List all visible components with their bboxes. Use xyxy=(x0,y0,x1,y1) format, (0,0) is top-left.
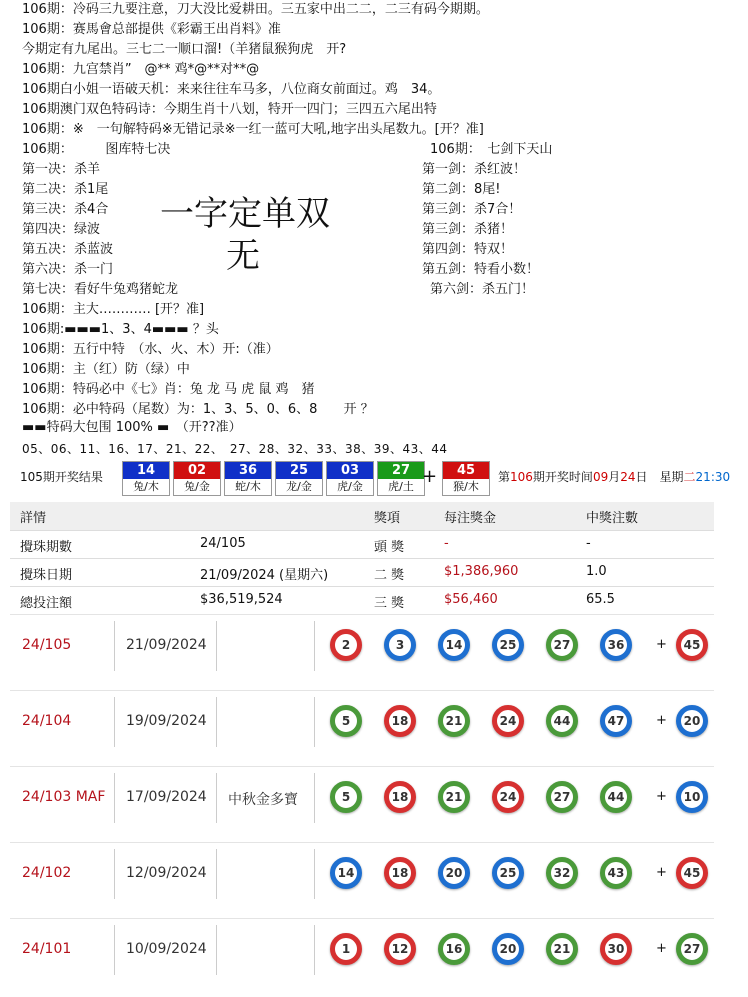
text-line-14: ▬▬特码大包围 100% ▬ （开??准） xyxy=(22,420,242,435)
result-ball-number: 03 xyxy=(327,462,373,479)
text-line-7: 106期：※ 一句解特码※无错记录※一红一蓝可大吼,地字出头尾数九。[开？准] xyxy=(22,122,484,137)
row-prize: 三 獎 xyxy=(374,596,405,611)
row-value: $36,519,524 xyxy=(200,592,283,607)
row-winners: 65.5 xyxy=(586,592,615,607)
plus-sign: + xyxy=(656,941,667,956)
plus-sign: + xyxy=(656,789,667,804)
plus-sign: + xyxy=(656,637,667,652)
column-divider xyxy=(216,925,217,975)
next-text: 日 星期 xyxy=(635,470,684,484)
result-ball-number: 27 xyxy=(378,462,424,479)
draw-ball: 44 xyxy=(546,705,578,737)
row-prize: 二 獎 xyxy=(374,568,405,583)
draw-id[interactable]: 24/103 MAF xyxy=(22,789,106,805)
next-text: 月 xyxy=(608,470,621,484)
result-ball-zodiac: 兔/金 xyxy=(174,479,220,495)
result-ball-5 xyxy=(326,461,374,496)
next-day: 24 xyxy=(620,470,636,484)
draw-ball: 1 xyxy=(330,933,362,965)
draw-row[interactable] xyxy=(10,918,714,981)
jue-item-3: 第三决：杀4合 xyxy=(22,202,109,217)
column-divider xyxy=(314,773,315,823)
table-row xyxy=(10,558,714,585)
row-value: 21/09/2024 (星期六) xyxy=(200,568,329,583)
draw-date: 21/09/2024 xyxy=(126,637,207,653)
header-amount: 每注獎金 xyxy=(444,511,497,526)
draw-ball: 44 xyxy=(600,781,632,813)
text-line-5: 106期白小姐一语破天机：来来往往车马多，八位商女前面过。鸡 34。 xyxy=(22,82,441,97)
draw-row[interactable] xyxy=(10,842,714,905)
result-ball-zodiac: 蛇/木 xyxy=(225,479,271,495)
draw-ball: 25 xyxy=(492,629,524,661)
draw-ball: 5 xyxy=(330,781,362,813)
text-line-2: 106期：赛馬會总部提供《彩霸王出肖料》准 xyxy=(22,22,281,37)
draw-ball: 21 xyxy=(438,705,470,737)
jue-item-4: 第四决：绿波 xyxy=(22,222,101,237)
right-section-title: 106期： 七剑下天山 xyxy=(430,142,553,157)
draw-date: 10/09/2024 xyxy=(126,941,207,957)
draw-ball: 36 xyxy=(600,629,632,661)
next-draw-time xyxy=(498,468,730,485)
draw-id[interactable]: 24/105 xyxy=(22,637,72,653)
draw-special-ball: 20 xyxy=(676,705,708,737)
draw-ball: 43 xyxy=(600,857,632,889)
draw-ball: 18 xyxy=(384,857,416,889)
draw-ball: 2 xyxy=(330,629,362,661)
result-ball-zodiac: 龙/金 xyxy=(276,479,322,495)
column-divider xyxy=(314,925,315,975)
column-divider xyxy=(314,621,315,671)
row-winners: 1.0 xyxy=(586,564,607,579)
draw-ball: 32 xyxy=(546,857,578,889)
draw-ball: 21 xyxy=(546,933,578,965)
table-row xyxy=(10,530,714,557)
draw-ball: 27 xyxy=(546,629,578,661)
text-line-4: 106期：九宫禁肖” @** 鸡*@**对**@ xyxy=(22,62,260,77)
column-divider xyxy=(314,849,315,899)
draw-row[interactable] xyxy=(10,690,714,753)
draw-date: 19/09/2024 xyxy=(126,713,207,729)
row-value: 24/105 xyxy=(200,536,246,551)
result-ball-zodiac: 虎/金 xyxy=(327,479,373,495)
jian-item-1: 第一剑：杀红波！ xyxy=(422,162,527,177)
jue-item-1: 第一决：杀羊 xyxy=(22,162,101,177)
header-winners: 中獎注數 xyxy=(586,511,639,526)
result-bar xyxy=(0,458,748,496)
text-line-10: 106期：五行中特 （水、火、木）开:（准） xyxy=(22,342,279,357)
draw-ball: 21 xyxy=(438,781,470,813)
result-ball-number: 45 xyxy=(443,462,489,479)
draw-ball: 16 xyxy=(438,933,470,965)
prize-table xyxy=(10,502,714,612)
draw-id[interactable]: 24/102 xyxy=(22,865,72,881)
draw-id[interactable]: 24/101 xyxy=(22,941,72,957)
prize-table-header xyxy=(10,502,714,530)
result-ball-number: 36 xyxy=(225,462,271,479)
draw-event: 中秋金多寶 xyxy=(228,792,298,808)
row-prize: 頭 獎 xyxy=(374,540,405,555)
plus-sign: + xyxy=(656,713,667,728)
text-line-11: 106期：主（红）防（绿）中 xyxy=(22,362,190,377)
draw-ball: 24 xyxy=(492,781,524,813)
row-key: 總投注額 xyxy=(20,596,73,611)
jian-item-6: 第五剑：特看小数！ xyxy=(422,262,540,277)
draw-id[interactable]: 24/104 xyxy=(22,713,72,729)
column-divider xyxy=(216,773,217,823)
draw-ball: 27 xyxy=(546,781,578,813)
draw-ball: 5 xyxy=(330,705,362,737)
draw-ball: 30 xyxy=(600,933,632,965)
result-ball-4 xyxy=(275,461,323,496)
draw-ball: 14 xyxy=(330,857,362,889)
text-line-8: 106期：主大………… [开？准] xyxy=(22,302,205,317)
text-line-3: 今期定有九尾出。三七二一顺口溜!（羊猪鼠猴狗虎 开? xyxy=(22,42,347,57)
result-ball-1 xyxy=(122,461,170,496)
column-divider xyxy=(216,621,217,671)
column-divider xyxy=(314,697,315,747)
draw-ball: 20 xyxy=(438,857,470,889)
draw-special-ball: 27 xyxy=(676,933,708,965)
handwritten-headline: 一字定单双 xyxy=(160,194,330,234)
draw-special-ball: 45 xyxy=(676,629,708,661)
next-weekday: 二 xyxy=(683,470,696,484)
jue-item-2: 第二决：杀1尾 xyxy=(22,182,109,197)
number-list: 05、06、11、16、17、21、22、 27、28、32、33、38、39、43、44 xyxy=(22,442,448,456)
row-key: 攪珠日期 xyxy=(20,568,73,583)
result-ball-number: 25 xyxy=(276,462,322,479)
draw-special-ball: 10 xyxy=(676,781,708,813)
result-ball-zodiac: 猴/木 xyxy=(443,479,489,495)
next-text: 第 xyxy=(498,470,511,484)
draw-special-ball: 45 xyxy=(676,857,708,889)
jue-item-5: 第五决：杀蓝波 xyxy=(22,242,114,257)
jue-item-7: 第七决：看好牛兔鸡猪蛇龙 xyxy=(22,282,179,297)
draw-ball: 12 xyxy=(384,933,416,965)
draw-date: 12/09/2024 xyxy=(126,865,207,881)
row-key: 攪珠期數 xyxy=(20,540,73,555)
handwritten-answer: 无 xyxy=(226,236,260,276)
jian-item-7: 第六剑：杀五门！ xyxy=(430,282,535,297)
row-winners: - xyxy=(586,536,591,551)
result-ball-number: 02 xyxy=(174,462,220,479)
jian-item-3: 第三剑：杀7合！ xyxy=(422,202,522,217)
draw-ball: 18 xyxy=(384,705,416,737)
result-ball-zodiac: 兔/木 xyxy=(123,479,169,495)
column-divider xyxy=(114,621,115,671)
row-amount: $1,386,960 xyxy=(444,564,519,579)
result-special-ball xyxy=(442,461,490,496)
result-ball-6 xyxy=(377,461,425,496)
result-ball-3 xyxy=(224,461,272,496)
draw-row[interactable] xyxy=(10,614,714,677)
jian-item-2: 第二剑：8尾! xyxy=(422,182,501,197)
table-row xyxy=(10,586,714,613)
jian-item-4: 第三剑：杀猪！ xyxy=(422,222,514,237)
jian-item-5: 第四剑：特双！ xyxy=(422,242,514,257)
draw-ball: 18 xyxy=(384,781,416,813)
column-divider xyxy=(114,849,115,899)
draw-row[interactable] xyxy=(10,766,714,829)
header-prize: 獎項 xyxy=(374,511,401,526)
result-ball-zodiac: 虎/土 xyxy=(378,479,424,495)
jue-item-6: 第六决：杀一门 xyxy=(22,262,114,277)
next-issue: 106 xyxy=(510,470,533,484)
column-divider xyxy=(216,849,217,899)
row-amount: - xyxy=(444,536,449,551)
result-ball-2 xyxy=(173,461,221,496)
draw-ball: 20 xyxy=(492,933,524,965)
plus-sign: + xyxy=(656,865,667,880)
result-label: 105期开奖结果 xyxy=(20,470,103,484)
left-section-title: 106期： 图库特七决 xyxy=(22,142,171,157)
column-divider xyxy=(114,697,115,747)
row-amount: $56,460 xyxy=(444,592,498,607)
plus-sign: + xyxy=(422,466,438,487)
text-line-9: 106期:▬▬▬1、3、4▬▬▬ ？头 xyxy=(22,322,219,337)
draw-ball: 24 xyxy=(492,705,524,737)
text-line-6: 106期澳门双色特码诗：今期生肖十八划，特开一四门；三四五六尾出特 xyxy=(22,102,437,117)
draw-ball: 3 xyxy=(384,629,416,661)
next-text: 期开奖时间 xyxy=(532,470,593,484)
draw-date: 17/09/2024 xyxy=(126,789,207,805)
column-divider xyxy=(216,697,217,747)
draw-ball: 25 xyxy=(492,857,524,889)
text-line-13: 106期：必中特码（尾数）为：1、3、5、0、6、8 开 ？ xyxy=(22,402,374,417)
next-month: 09 xyxy=(592,470,609,484)
result-ball-number: 14 xyxy=(123,462,169,479)
header-details: 詳情 xyxy=(20,511,47,526)
draw-ball: 14 xyxy=(438,629,470,661)
text-line-1: 106期：冷码三九要注意，刀大没比爱耕田。三五家中出二二，二三有码今期期。 xyxy=(22,2,489,17)
draw-ball: 47 xyxy=(600,705,632,737)
column-divider xyxy=(114,773,115,823)
next-hour: 21:30 xyxy=(695,470,731,484)
column-divider xyxy=(114,925,115,975)
text-line-12: 106期：特码必中《七》肖：兔 龙 马 虎 鼠 鸡 猪 xyxy=(22,382,315,397)
